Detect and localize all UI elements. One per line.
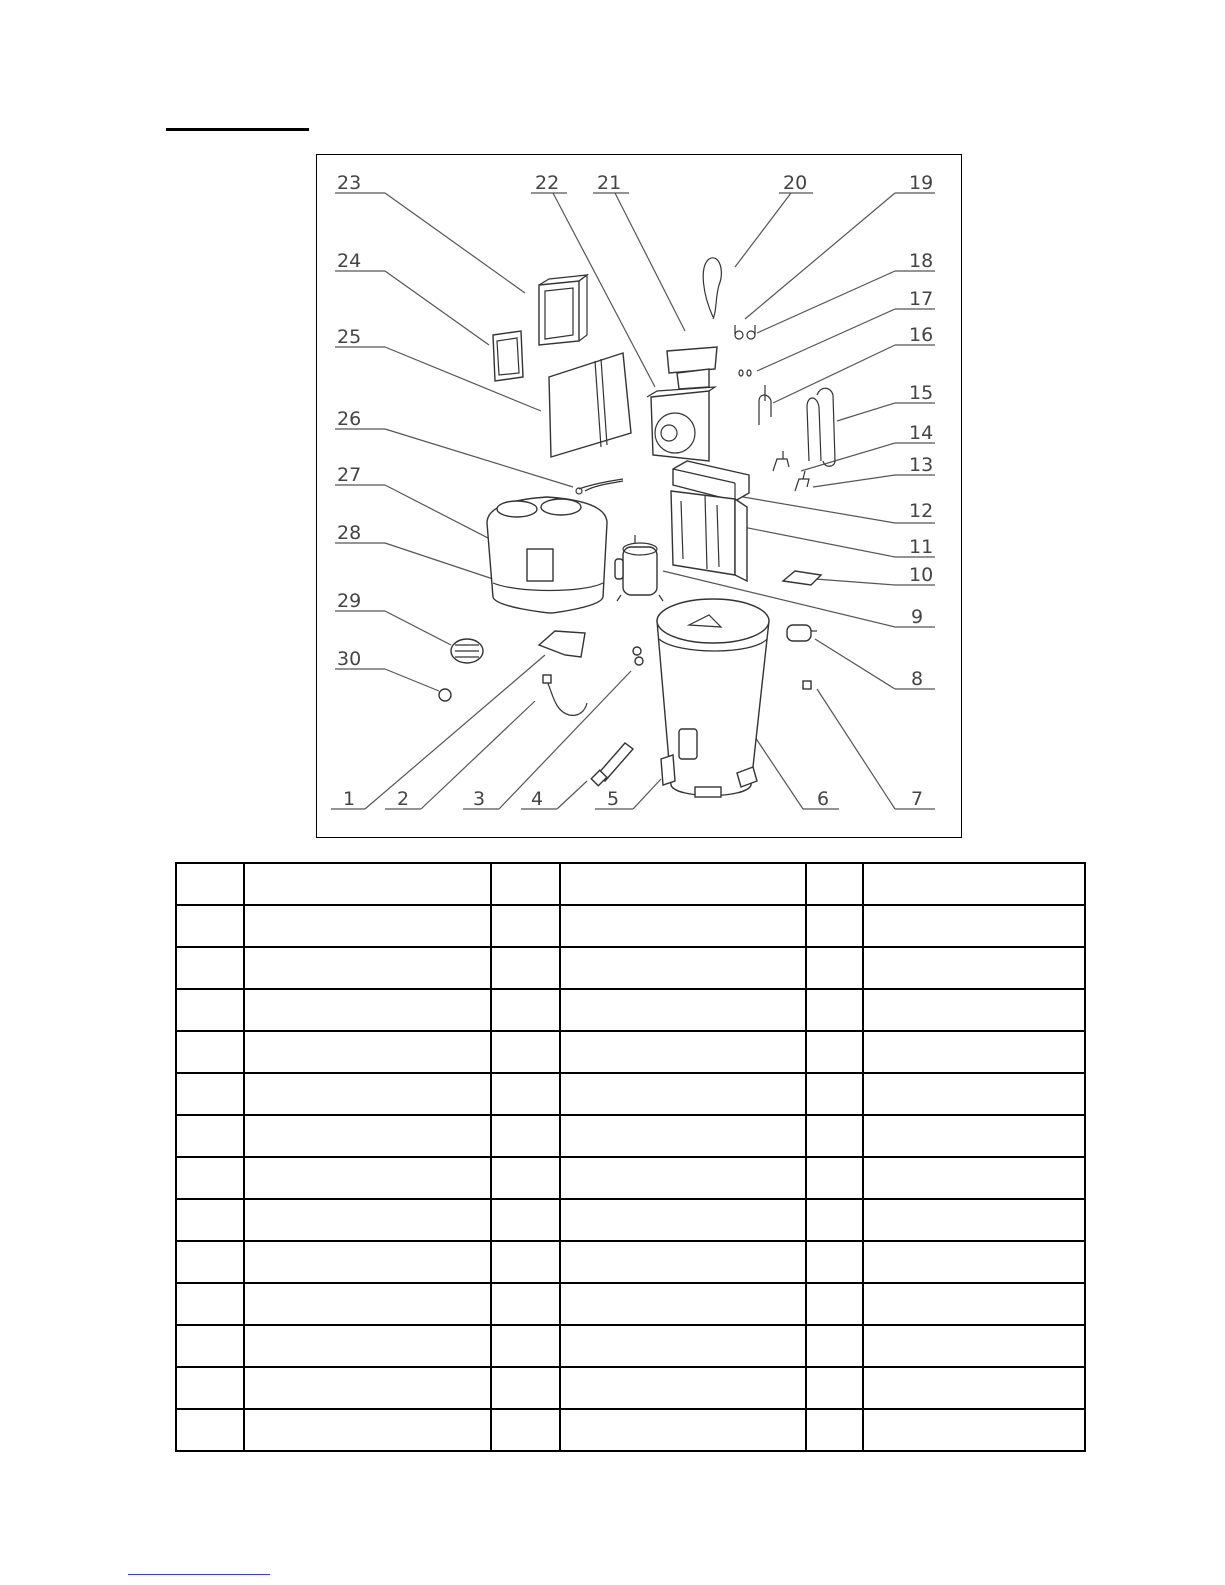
- part-sensor: [579, 479, 623, 491]
- table-row: [176, 1367, 1085, 1409]
- table-cell: [244, 1199, 491, 1241]
- part-cable: [703, 258, 721, 319]
- table-cell: [244, 1409, 491, 1451]
- table-cell: [806, 1409, 863, 1451]
- exploded-view-diagram: [316, 154, 962, 838]
- table-cell: [863, 905, 1085, 947]
- table-cell: [176, 1199, 244, 1241]
- table-row: [176, 947, 1085, 989]
- table-cell: [244, 1325, 491, 1367]
- table-row: [176, 1199, 1085, 1241]
- table-cell: [244, 863, 491, 905]
- table-row: [176, 1157, 1085, 1199]
- table-cell: [176, 863, 244, 905]
- table-cell: [176, 1325, 244, 1367]
- callout-7: [817, 689, 935, 810]
- table-cell: [244, 989, 491, 1031]
- table-cell: [491, 863, 560, 905]
- part-foot: [661, 755, 675, 785]
- callout-number: 2: [397, 788, 410, 810]
- table-cell: [176, 947, 244, 989]
- callout-number: 23: [337, 172, 362, 194]
- table-cell: [863, 863, 1085, 905]
- table-cell: [244, 1031, 491, 1073]
- callout-number: 22: [535, 172, 560, 194]
- callout-number: 29: [337, 590, 362, 612]
- table-cell: [176, 1367, 244, 1409]
- part-clip-a: [773, 451, 789, 471]
- table-cell: [863, 1157, 1085, 1199]
- table-cell: [806, 905, 863, 947]
- table-row: [176, 1031, 1085, 1073]
- table-row: [176, 1241, 1085, 1283]
- callout-number: 16: [909, 324, 934, 346]
- callout-number: 10: [909, 564, 934, 586]
- callout-26: [335, 408, 573, 487]
- table-cell: [560, 863, 806, 905]
- table-cell: [176, 1241, 244, 1283]
- callout-11: [743, 527, 935, 558]
- table-row: [176, 905, 1085, 947]
- callout-1: [331, 655, 545, 810]
- table-cell: [560, 947, 806, 989]
- callout-number: 7: [911, 788, 924, 810]
- table-cell: [491, 989, 560, 1031]
- table-cell: [244, 1115, 491, 1157]
- table-cell: [176, 1031, 244, 1073]
- table-cell: [491, 1367, 560, 1409]
- callout-30: [335, 648, 439, 691]
- table-cell: [560, 905, 806, 947]
- table-cell: [491, 1157, 560, 1199]
- part-capacitor: [787, 625, 817, 641]
- table-cell: [176, 1073, 244, 1115]
- part-heating-element: [591, 743, 633, 786]
- callout-number: 11: [909, 536, 934, 558]
- table-row: [176, 1283, 1085, 1325]
- table-cell: [491, 905, 560, 947]
- part-pipe-loop: [807, 388, 835, 466]
- table-cell: [560, 989, 806, 1031]
- table-cell: [560, 1241, 806, 1283]
- callout-number: 21: [597, 172, 622, 194]
- callout-number: 5: [607, 788, 620, 810]
- part-nuts: [633, 647, 643, 665]
- callout-10: [815, 564, 935, 586]
- callout-number: 26: [337, 408, 362, 430]
- table-row: [176, 1115, 1085, 1157]
- table-cell: [560, 1283, 806, 1325]
- part-blower-fan: [647, 387, 715, 461]
- callout-19: [745, 172, 935, 319]
- table-cell: [491, 1325, 560, 1367]
- table-cell: [806, 1325, 863, 1367]
- part-evaporator-coil: [671, 491, 747, 581]
- table-cell: [806, 1031, 863, 1073]
- table-cell: [806, 1199, 863, 1241]
- table-cell: [560, 1157, 806, 1199]
- table-cell: [863, 947, 1085, 989]
- table-cell: [863, 1073, 1085, 1115]
- table-cell: [806, 989, 863, 1031]
- callout-number: 13: [909, 454, 934, 476]
- parts-list-table: [175, 862, 1086, 1452]
- part-duct-adapter: [667, 347, 717, 389]
- table-cell: [806, 1115, 863, 1157]
- callout-number: 4: [531, 788, 544, 810]
- callout-number: 6: [817, 788, 830, 810]
- callout-21: [593, 172, 685, 331]
- table-cell: [806, 1073, 863, 1115]
- table-cell: [560, 1199, 806, 1241]
- callout-number: 14: [909, 422, 934, 444]
- callout-number: 18: [909, 250, 934, 272]
- table-cell: [863, 1115, 1085, 1157]
- callout-number: 15: [909, 382, 934, 404]
- table-cell: [863, 1325, 1085, 1367]
- part-filter-panel: [493, 331, 523, 381]
- exploded-view-svg: [317, 155, 961, 837]
- table-cell: [863, 1031, 1085, 1073]
- table-cell: [560, 1073, 806, 1115]
- callout-23: [335, 172, 525, 293]
- callout-3: [463, 671, 631, 810]
- table-cell: [560, 1115, 806, 1157]
- table-cell: [176, 1115, 244, 1157]
- table-cell: [806, 947, 863, 989]
- table-cell: [244, 947, 491, 989]
- table-cell: [806, 1157, 863, 1199]
- table-cell: [491, 1199, 560, 1241]
- callout-number: 3: [473, 788, 486, 810]
- table-row: [176, 863, 1085, 905]
- callout-15: [837, 382, 935, 421]
- table-cell: [560, 1409, 806, 1451]
- table-cell: [176, 1409, 244, 1451]
- part-plate: [539, 631, 585, 657]
- callout-number: 20: [783, 172, 808, 194]
- callout-number: 19: [909, 172, 934, 194]
- part-pipe-short: [759, 385, 771, 425]
- heading-underline: [166, 128, 309, 131]
- table-cell: [806, 863, 863, 905]
- table-cell: [244, 1241, 491, 1283]
- table-cell: [244, 1157, 491, 1199]
- table-cell: [244, 1283, 491, 1325]
- table-cell: [244, 1367, 491, 1409]
- callout-5: [595, 779, 661, 810]
- table-cell: [491, 947, 560, 989]
- callout-29: [335, 590, 451, 645]
- callout-number: 9: [911, 606, 924, 628]
- table-cell: [560, 1367, 806, 1409]
- part-cord: [547, 681, 587, 715]
- callout-13: [813, 454, 935, 487]
- callout-8: [815, 639, 935, 690]
- table-cell: [560, 1325, 806, 1367]
- table-cell: [176, 1157, 244, 1199]
- part-filter-frame: [539, 275, 587, 345]
- callout-2: [385, 701, 535, 810]
- table-row: [176, 989, 1085, 1031]
- footer-link-underline: [128, 1574, 270, 1575]
- callout-12: [743, 497, 935, 523]
- table-cell: [491, 1031, 560, 1073]
- table-cell: [863, 1367, 1085, 1409]
- part-side-panel: [549, 353, 631, 457]
- table-cell: [863, 1409, 1085, 1451]
- table-cell: [176, 1283, 244, 1325]
- part-bracket: [783, 571, 821, 585]
- callout-number: 24: [337, 250, 362, 272]
- table-cell: [491, 1241, 560, 1283]
- callout-number: 30: [337, 648, 362, 670]
- callout-20: [735, 172, 813, 267]
- part-compressor: [615, 535, 663, 601]
- table-cell: [863, 1241, 1085, 1283]
- part-clip-b: [795, 471, 809, 491]
- table-row: [176, 1409, 1085, 1451]
- table-cell: [560, 1031, 806, 1073]
- table-cell: [806, 1241, 863, 1283]
- part-connector: [803, 681, 811, 689]
- table-cell: [491, 1115, 560, 1157]
- table-cell: [244, 905, 491, 947]
- table-cell: [176, 905, 244, 947]
- part-top-cover: [487, 497, 607, 613]
- table-cell: [491, 1409, 560, 1451]
- table-cell: [176, 989, 244, 1031]
- callout-number: 27: [337, 464, 362, 486]
- table-cell: [863, 1199, 1085, 1241]
- part-fittings: [735, 325, 755, 376]
- table-cell: [806, 1283, 863, 1325]
- table-row: [176, 1325, 1085, 1367]
- part-spring: [451, 639, 483, 663]
- table-cell: [491, 1283, 560, 1325]
- callout-number: 28: [337, 522, 362, 544]
- table-cell: [863, 1283, 1085, 1325]
- callout-number: 17: [909, 288, 934, 310]
- part-ring: [439, 689, 451, 701]
- table-cell: [806, 1367, 863, 1409]
- callout-number: 12: [909, 500, 934, 522]
- table-cell: [491, 1073, 560, 1115]
- table-row: [176, 1073, 1085, 1115]
- table-cell: [244, 1073, 491, 1115]
- callout-number: 25: [337, 326, 362, 348]
- callout-number: 8: [911, 668, 924, 690]
- callout-4: [521, 781, 587, 810]
- table-cell: [863, 989, 1085, 1031]
- callout-number: 1: [343, 788, 356, 810]
